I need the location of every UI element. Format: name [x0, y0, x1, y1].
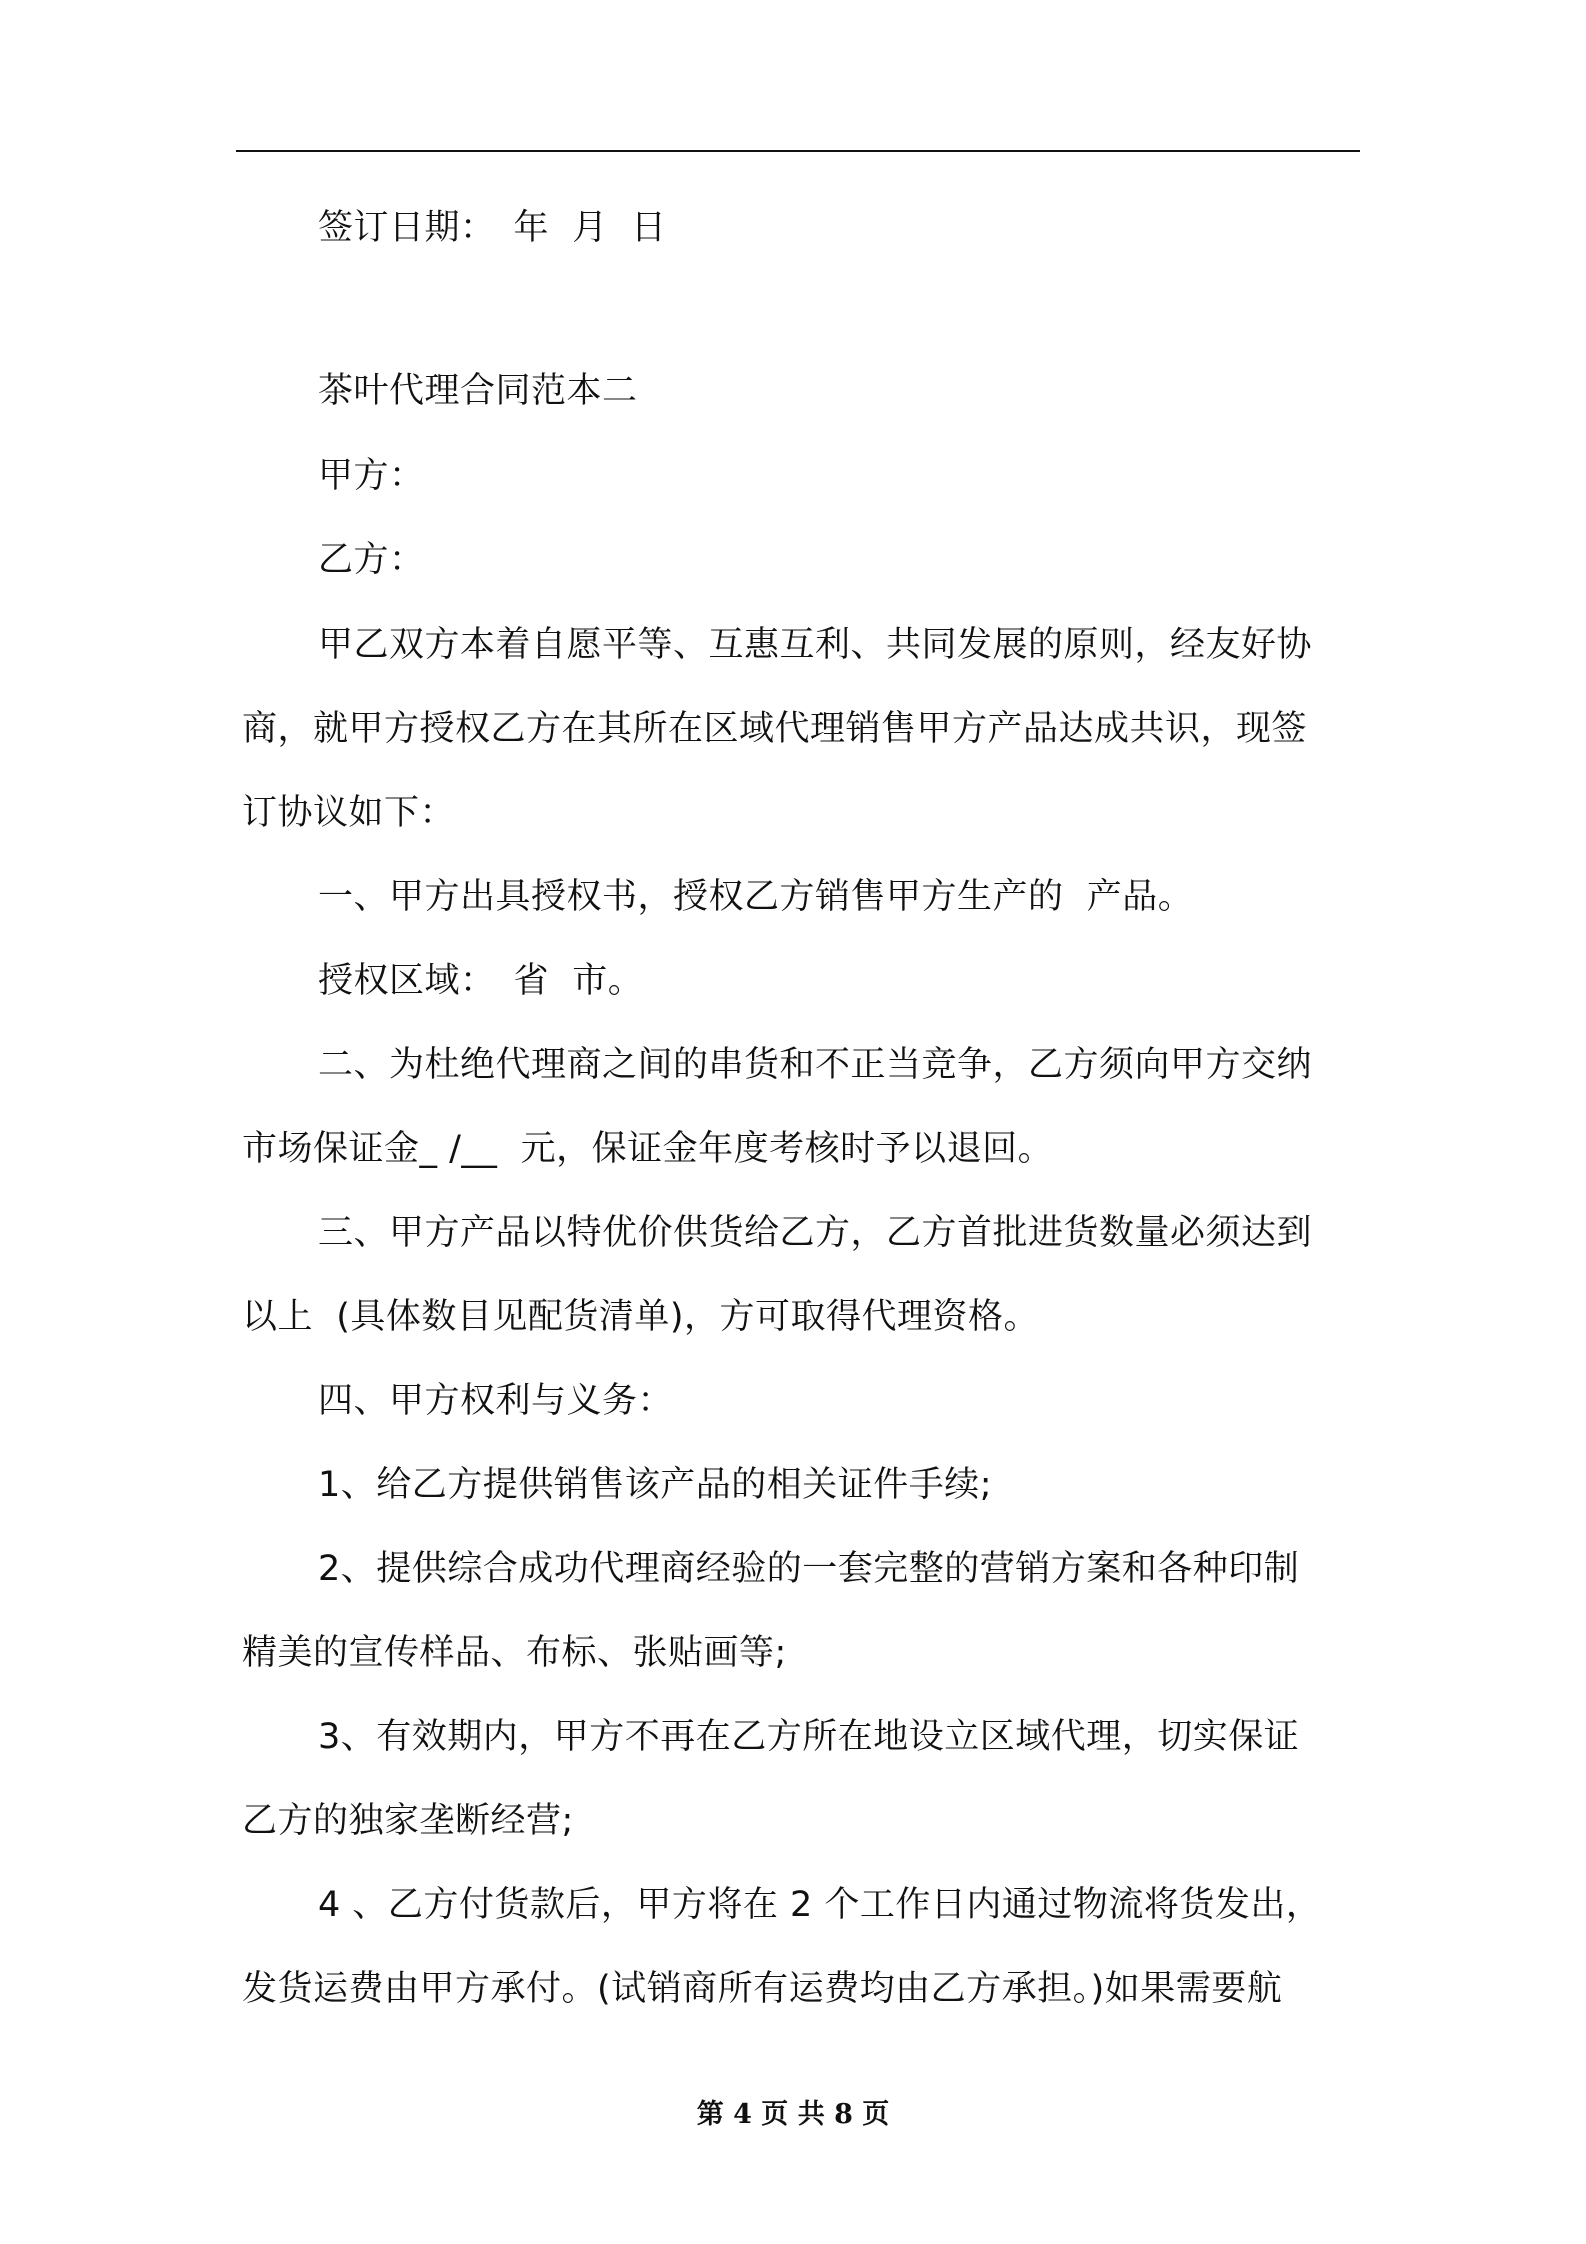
clause-4-title: 四、甲方权利与义务：: [318, 1381, 674, 1421]
clause-3-line-2: 以上 (具体数目见配货清单)，方可取得代理资格。: [242, 1297, 1040, 1337]
item-4-line-2: 发货运费由甲方承付。(试销商所有运费均由乙方承担。)如果需要航: [242, 1969, 1283, 2009]
item-2-line-1: 2、提供综合成功代理商经验的一套完整的营销方案和各种印制: [318, 1549, 1300, 1589]
party-b-line: 乙方：: [318, 540, 425, 580]
contract-title: 茶叶代理合同范本二: [318, 371, 638, 411]
intro-paragraph-line-1: 甲乙双方本着自愿平等、互惠互利、共同发展的原则，经友好协: [318, 625, 1313, 665]
sign-date-line: 签订日期： 年 月 日: [318, 208, 667, 248]
header-divider: [236, 150, 1360, 152]
clause-2-line-2: 市场保证金_ /__ 元，保证金年度考核时予以退回。: [242, 1129, 1054, 1169]
intro-paragraph-line-2: 商，就甲方授权乙方在其所在区域代理销售甲方产品达成共识，现签: [242, 709, 1308, 749]
item-2-line-2: 精美的宣传样品、布标、张贴画等;: [242, 1633, 787, 1673]
authorized-region: 授权区域： 省 市。: [318, 961, 644, 1001]
clause-3-line-1: 三、甲方产品以特优价供货给乙方，乙方首批进货数量必须达到: [318, 1213, 1313, 1253]
item-3-line-1: 3、有效期内，甲方不再在乙方所在地设立区域代理，切实保证: [318, 1717, 1300, 1757]
item-4-line-1: 4 、乙方付货款后，甲方将在 2 个工作日内通过物流将货发出，: [318, 1885, 1322, 1925]
intro-paragraph-line-3: 订协议如下：: [242, 793, 456, 833]
item-3-line-2: 乙方的独家垄断经营;: [242, 1801, 574, 1841]
party-a-line: 甲方：: [318, 456, 425, 496]
clause-1: 一、甲方出具授权书，授权乙方销售甲方生产的 产品。: [318, 877, 1194, 917]
item-1: 1、给乙方提供销售该产品的相关证件手续;: [318, 1465, 993, 1505]
page-number-footer: 第 4 页 共 8 页: [696, 2099, 890, 2130]
clause-2-line-1: 二、为杜绝代理商之间的串货和不正当竞争，乙方须向甲方交纳: [318, 1045, 1313, 1085]
